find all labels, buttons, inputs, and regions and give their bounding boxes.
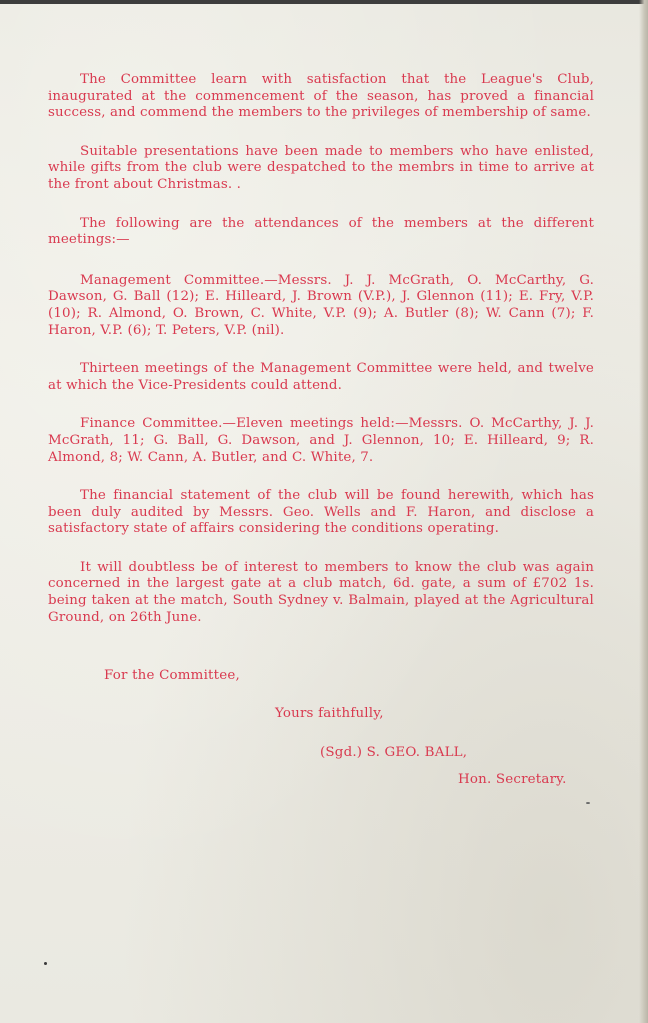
paragraph-leagues-club: The Committee learn with satisfaction that the League's Club, inaugurated at the commencement of the season, has proved a financial success, and commend the members to the privileges of membership of same. <box>48 72 594 121</box>
paragraph-management-committee: Management Committee.—Messrs. J. J. McGrath, O. McCarthy, G. Dawson, G. Ball (12); E. Hilleard, J. Brown (V.P.), J. Glennon (11); E. Fry, V.P. (10); R. Almond, O. Brown, C. White, V.P. (9); A. Butler (8); W. Cann (7); F. Haron, V.P. (6); T. Peters, V.P. (nil). <box>48 272 594 338</box>
paragraph-meetings-held: Thirteen meetings of the Management Committee were held, and twelve at which the Vice-Presidents could attend. <box>48 361 594 393</box>
page-right-edge <box>639 0 648 1023</box>
paragraph-presentations: Suitable presentations have been made to members who have enlisted, while gifts from the club were despatched to the membrs in time to arrive at the front about Christmas. . <box>48 143 594 192</box>
closing-valediction: Yours faithfully, <box>275 706 384 721</box>
closing-signature: (Sgd.) S. GEO. BALL, <box>320 745 468 760</box>
paragraph-largest-gate: It will doubtless be of interest to members to know the club was again concerned in the largest gate at a club match, 6d. gate, a sum of £702 1s. being taken at the match, South Sydney v. Balmain, played at the Agricultural Ground, on 26th June. <box>48 559 594 625</box>
paper-speck <box>586 802 590 804</box>
page-top-edge <box>0 0 648 4</box>
paragraph-finance-committee: Finance Committee.—Eleven meetings held:—Messrs. O. McCarthy, J. J. McGrath, 11; G. Ball, G. Dawson, and J. Glennon, 10; E. Hilleard, 9; R. Almond, 8; W. Cann, A. Butler, and C. White, 7. <box>48 416 594 465</box>
paper-speck <box>44 962 47 965</box>
closing-for-committee: For the Committee, <box>104 668 240 683</box>
letter-body <box>48 72 594 648</box>
paragraph-financial-statement: The financial statement of the club will be found herewith, which has been duly audited by Messrs. Geo. Wells and F. Haron, and disclose a satisfactory state of affairs considering the conditions operating. <box>48 488 594 537</box>
paragraph-attendances-intro: The following are the attendances of the members at the different meetings:— <box>48 215 594 248</box>
closing-title: Hon. Secretary. <box>458 772 567 787</box>
